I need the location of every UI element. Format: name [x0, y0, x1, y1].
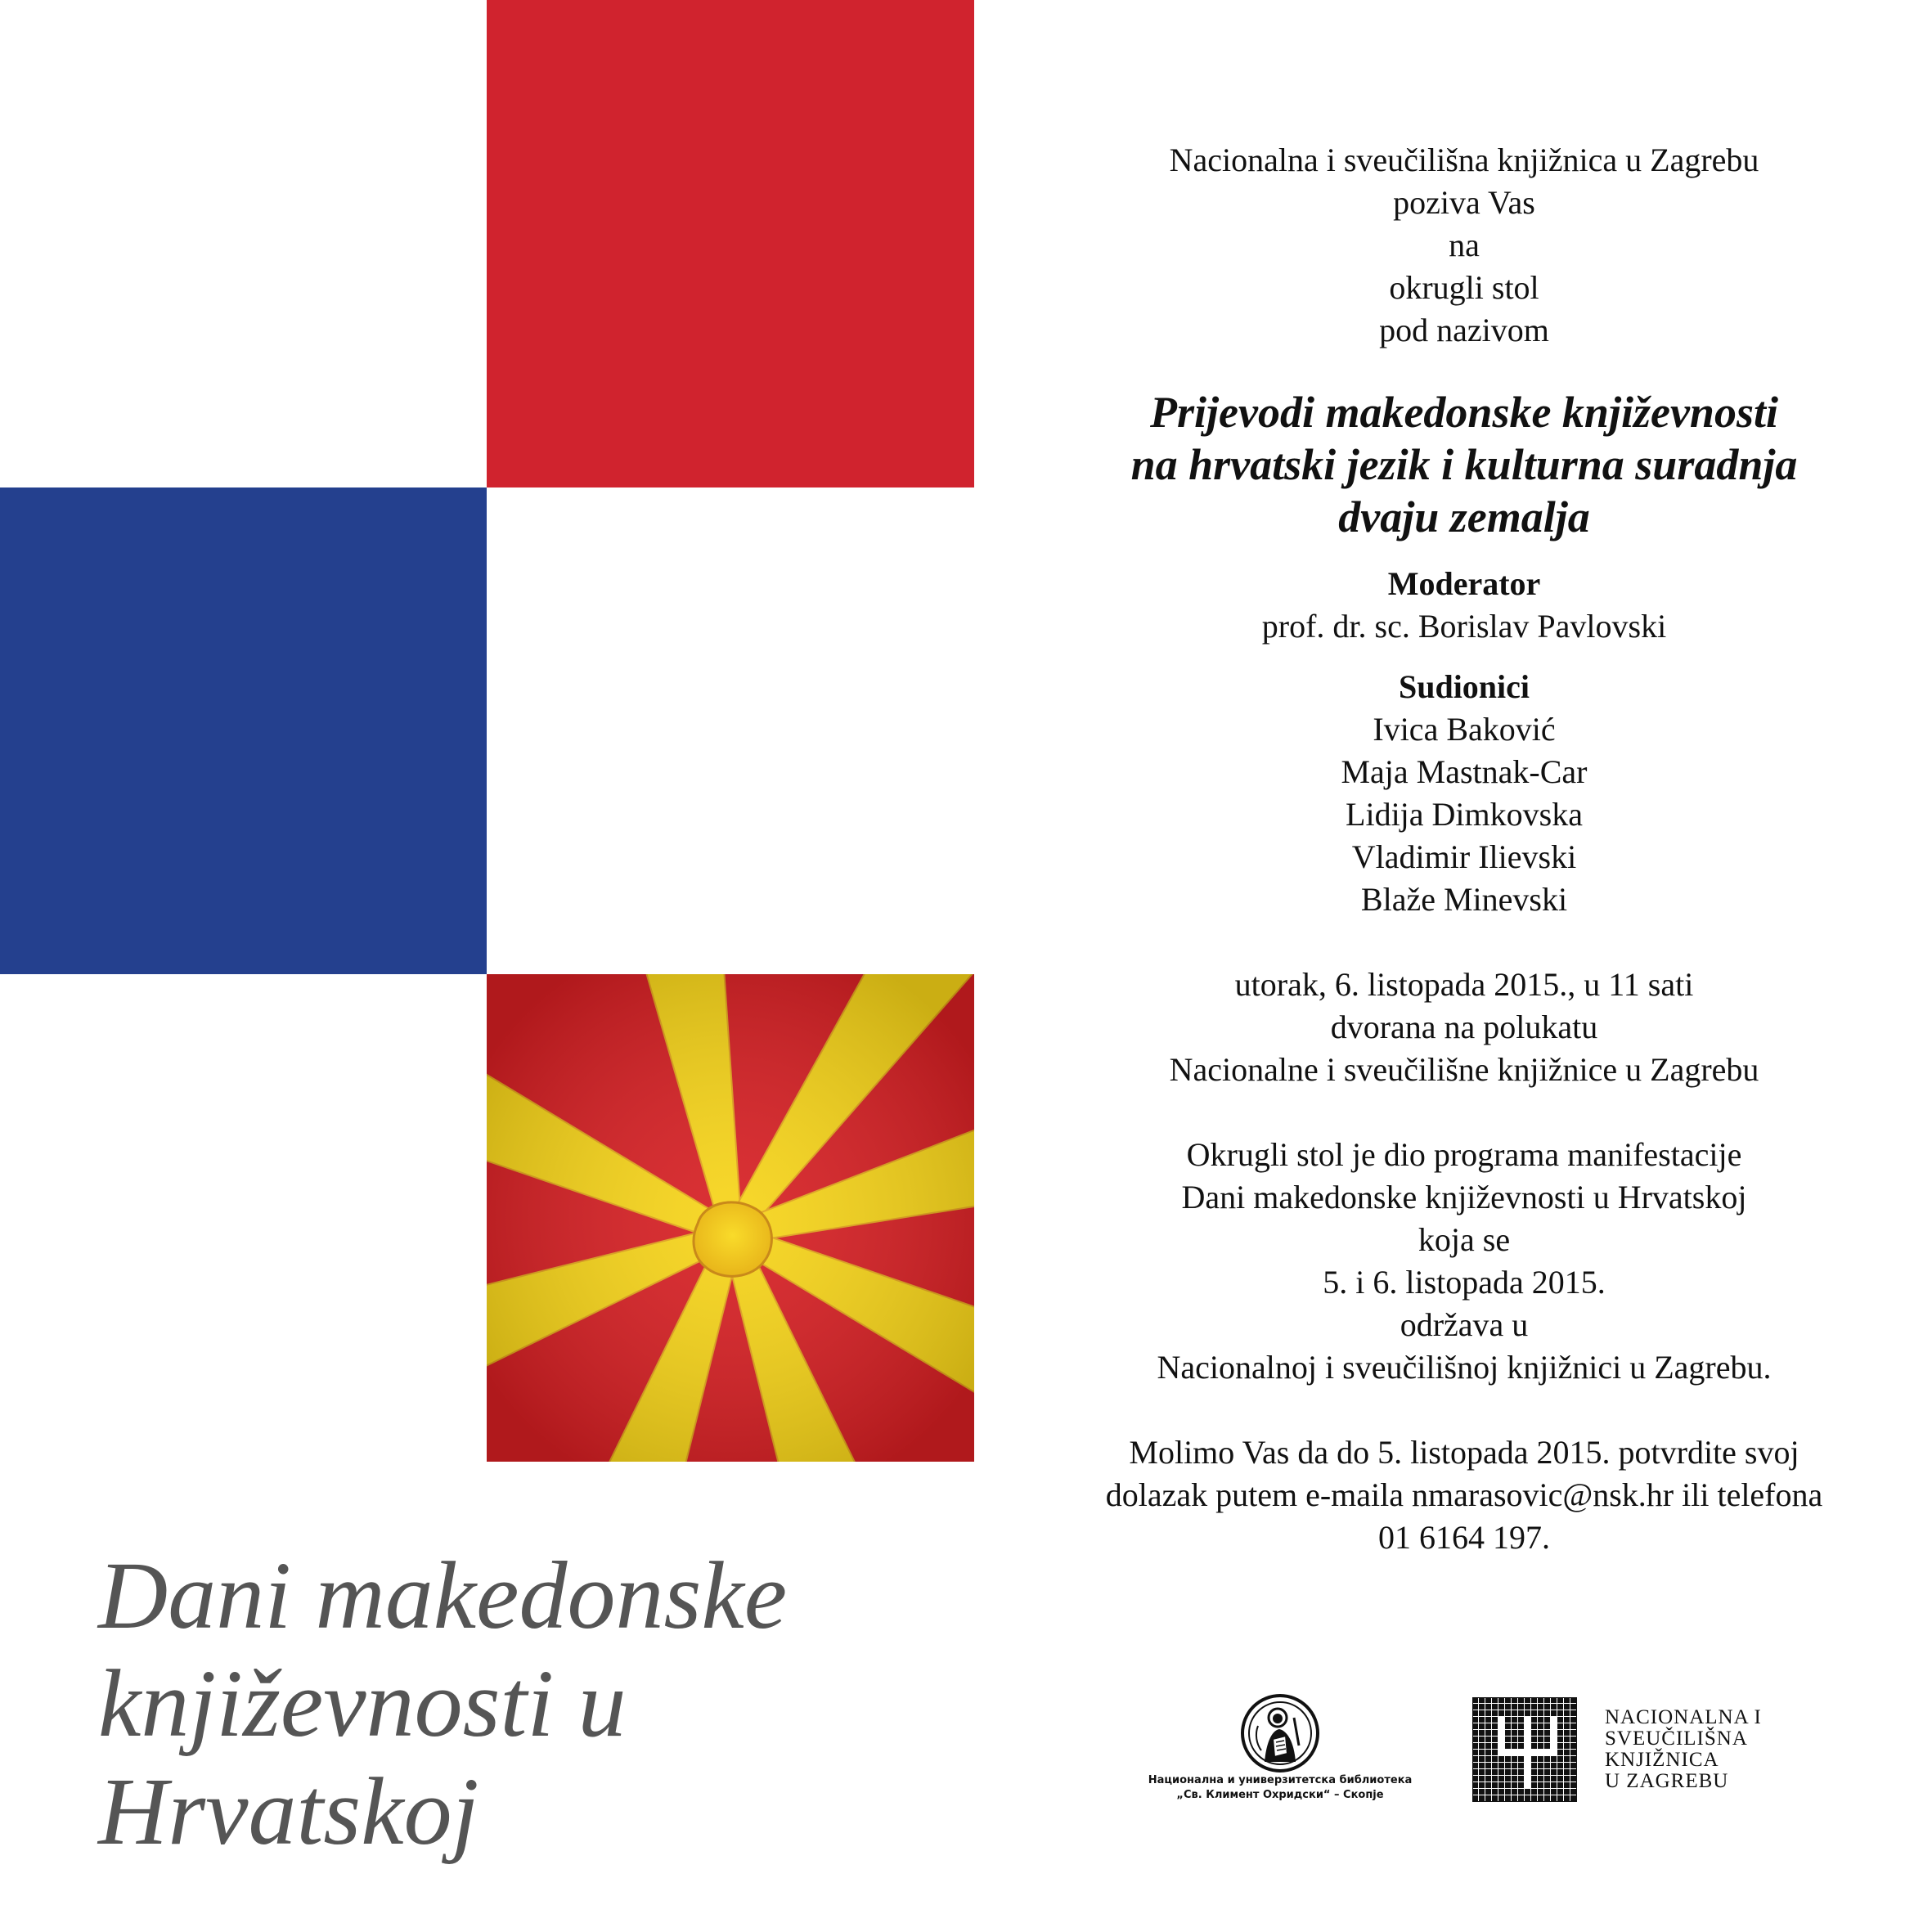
nsk-logo-text [1605, 1707, 1762, 1792]
moderator-section [1039, 563, 1889, 648]
program-line: Dani makedonske književnosti u Hrvatskoj [1181, 1179, 1747, 1215]
skopje-library-caption [1145, 1773, 1415, 1803]
moderator-name: prof. dr. sc. Borislav Pavlovski [1261, 608, 1667, 645]
participants-section [1039, 666, 1889, 921]
caption-line: Национална и универзитетска библиотека [1148, 1774, 1413, 1786]
date-line: utorak, 6. listopada 2015., u 11 sati [1234, 966, 1694, 1003]
participant-name: Vladimir Ilievski [1351, 838, 1577, 875]
rsvp-line: Molimo Vas da do 5. listopada 2015. potvrdite svoj [1129, 1434, 1799, 1471]
intro-line: poziva Vas [1393, 184, 1535, 221]
event-title [1039, 386, 1889, 543]
nsk-logo [1472, 1697, 1816, 1804]
intro-line: na [1449, 227, 1480, 263]
rsvp-line: dolazak putem e-maila nmarasovic@nsk.hr ili telefona [1105, 1476, 1823, 1513]
festival-title-line: književnosti u [98, 1650, 627, 1757]
participant-name: Lidija Dimkovska [1346, 796, 1583, 833]
venue-line: dvorana na polukatu [1330, 1009, 1598, 1045]
festival-title-line: Hrvatskoj [98, 1758, 479, 1865]
intro-line: okrugli stol [1389, 269, 1539, 306]
moderator-heading: Moderator [1387, 565, 1541, 602]
nsk-text-line: U ZAGREBU [1605, 1770, 1729, 1792]
venue-line: Nacionalne i sveučilišne knjižnice u Zagrebu [1169, 1051, 1759, 1088]
nsk-text-line: SVEUČILIŠNA [1605, 1728, 1748, 1750]
invitation-text [1039, 139, 1889, 1559]
partner-logos [1145, 1693, 1816, 1808]
rsvp-line: 01 6164 197. [1378, 1519, 1550, 1556]
program-line: Okrugli stol je dio programa manifestacije [1186, 1136, 1742, 1173]
program-note [1039, 1134, 1889, 1389]
participant-name: Ivica Baković [1373, 711, 1556, 748]
participant-name: Maja Mastnak-Car [1341, 753, 1588, 790]
caption-line: „Св. Климент Охридски“ – Скопје [1176, 1789, 1384, 1801]
program-line: Nacionalnoj i sveučilišnoj knjižnici u Zagrebu. [1157, 1349, 1772, 1386]
participants-heading: Sudionici [1398, 668, 1530, 705]
macedonian-flag-image [487, 974, 974, 1462]
skopje-library-logo [1145, 1693, 1415, 1803]
grid-logo-icon [1472, 1697, 1577, 1802]
event-title-line: dvaju zemalja [1338, 492, 1590, 541]
festival-title-line: Dani makedonske [98, 1542, 788, 1649]
festival-title [98, 1542, 982, 1866]
date-venue [1039, 964, 1889, 1091]
program-line: koja se [1418, 1221, 1511, 1258]
intro-line: Nacionalna i sveučilišna knjižnica u Zagrebu [1169, 142, 1759, 178]
participant-name: Blaže Minevski [1360, 881, 1568, 918]
event-title-line: Prijevodi makedonske književnosti [1150, 388, 1778, 437]
rsvp [1039, 1431, 1889, 1559]
nsk-text-line: KNJIŽNICA [1605, 1749, 1719, 1771]
event-title-line: na hrvatski jezik i kulturna suradnja [1130, 440, 1798, 489]
program-line: održava u [1400, 1306, 1529, 1343]
intro-line: pod nazivom [1379, 312, 1549, 348]
blue-color-block [0, 487, 487, 974]
program-line: 5. i 6. listopada 2015. [1323, 1264, 1606, 1301]
red-color-block [487, 0, 974, 487]
nsk-text-line: NACIONALNA I [1605, 1706, 1762, 1728]
saint-emblem-icon [1240, 1693, 1320, 1773]
